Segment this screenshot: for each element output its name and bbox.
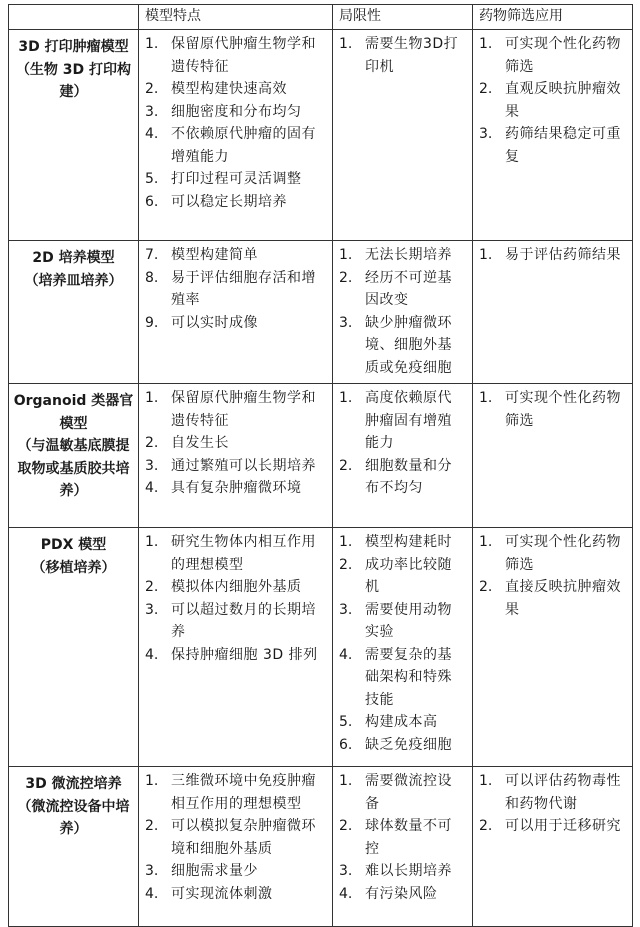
item-number: 2. [145,818,159,834]
model-name-cell [9,30,139,241]
list-item [479,123,626,168]
item-text: 保留原代肿瘤生物学和遗传特征 [171,390,316,429]
item-number: 1. [145,390,159,406]
item-text: 模型构建简单 [171,247,258,263]
item-number: 1. [339,534,353,550]
model-name: 2D 培养模型 [32,250,115,266]
item-number: 3. [479,126,493,142]
item-text: 可以超过数月的长期培养 [171,601,316,640]
item-text: 易于评估药筛结果 [505,247,621,263]
header-features: 模型特点 [139,5,333,30]
list-item [479,78,626,123]
limits-cell [333,384,473,528]
model-name: 3D 打印肿瘤模型 [18,39,129,55]
list-item [339,455,466,500]
list-item [145,33,326,78]
item-number: 2. [339,457,353,474]
limits-cell [333,767,473,927]
item-number: 1. [479,390,493,406]
list-item [145,101,326,124]
limits-cell [333,241,473,384]
item-number: 3. [145,103,159,120]
list-item [339,644,466,712]
item-number: 2. [479,818,493,834]
item-number: 2. [479,81,493,97]
model-method: （移植培养） [31,559,116,576]
item-number: 1. [479,534,493,550]
item-number: 1. [479,773,493,789]
list-item [145,267,326,312]
features-cell-list [145,767,326,909]
item-text: 构建成本高 [365,714,438,730]
item-number: 2. [479,579,493,595]
item-text: 直观反映抗肿瘤效果 [505,81,621,120]
model-method: （生物 3D 打印构建） [15,61,132,100]
apps-cell-list [479,767,626,842]
item-text: 难以长期培养 [365,863,452,879]
item-text: 成功率比较随机 [365,556,452,595]
item-text: 缺少肿瘤微环境、细胞外基质或免疫细胞 [365,314,452,376]
item-text: 细胞需求量少 [171,863,258,879]
list-item [145,576,326,599]
item-number: 3. [145,601,159,618]
item-text: 需要生物3D打印机 [365,36,459,75]
item-text: 不依赖原代肿瘤的固有增殖能力 [171,126,316,165]
apps-cell-list [479,528,626,625]
item-number: 1. [479,247,493,263]
item-number: 3. [145,457,159,474]
list-item [479,576,626,621]
list-item [339,267,466,312]
list-item [145,168,326,191]
item-text: 模拟体内细胞外基质 [171,579,302,595]
item-text: 三维微环境中免疫肿瘤相互作用的理想模型 [171,773,316,812]
list-item [339,860,466,883]
model-method: （微流控设备中培养） [17,798,130,837]
features-cell-list [145,30,326,217]
item-number: 1. [145,36,159,52]
list-item [479,387,626,432]
features-cell-list [145,384,326,504]
limits-cell-list [339,241,466,383]
model-name-cell [9,767,139,927]
item-number: 1. [145,534,159,550]
item-number: 4. [145,126,159,142]
model-name-cell [9,384,139,528]
list-item [145,123,326,168]
item-text: 球体数量不可控 [365,818,452,857]
list-item [339,734,466,757]
item-number: 4. [339,885,353,902]
list-item [339,883,466,906]
list-item [145,599,326,644]
list-item [339,554,466,599]
model-name: PDX 模型 [40,537,107,553]
list-item [479,244,626,267]
header-apps: 药物筛选应用 [473,5,633,30]
item-text: 药筛结果稳定可重复 [505,126,621,165]
model-method: （与温敏基底膜提取物或基质胶共培养） [17,438,130,499]
item-text: 有污染风险 [365,885,438,902]
item-text: 通过繁殖可以长期培养 [171,457,316,474]
item-text: 模型构建耗时 [365,534,452,550]
apps-cell [473,384,633,528]
item-number: 6. [339,736,353,753]
limits-cell-list [339,30,466,82]
item-text: 保持肿瘤细胞 3D 排列 [171,646,318,663]
item-number: 1. [339,773,353,789]
header-row [9,5,633,30]
item-text: 可实现流体刺激 [171,885,273,902]
item-text: 可实现个性化药物筛选 [505,534,621,573]
apps-cell-list [479,384,626,436]
item-text: 缺乏免疫细胞 [365,736,452,753]
item-text: 直接反映抗肿瘤效果 [505,579,621,618]
apps-cell [473,767,633,927]
item-text: 可实现个性化药物筛选 [505,36,621,75]
list-item [339,531,466,554]
header-model [9,5,139,30]
item-number: 1. [479,36,493,52]
item-text: 保留原代肿瘤生物学和遗传特征 [171,36,316,75]
item-number: 1. [145,773,159,789]
table-row [9,30,633,241]
item-number: 1. [339,390,353,406]
item-number: 4. [145,646,159,663]
features-cell [139,384,333,528]
item-text: 自发生长 [171,435,229,451]
list-item [479,815,626,838]
list-item [145,883,326,906]
limits-cell [333,30,473,241]
model-name: 3D 微流控培养 [25,776,122,792]
list-item [145,477,326,500]
table-body [9,30,633,927]
list-item [145,387,326,432]
item-text: 可以稳定长期培养 [171,193,287,210]
item-text: 无法长期培养 [365,247,452,263]
item-number: 4. [339,646,353,663]
item-text: 需要使用动物实验 [365,601,452,640]
item-number: 1. [339,247,353,263]
features-cell-list [145,528,326,670]
item-number: 3. [145,863,159,879]
table-row [9,528,633,767]
model-method: （培养皿培养） [24,272,123,289]
item-text: 打印过程可灵活调整 [171,171,302,187]
item-text: 需要微流控设备 [365,773,452,812]
list-item [339,387,466,455]
apps-cell-list [479,241,626,271]
item-number: 3. [339,314,353,331]
list-item [145,455,326,478]
list-item [339,599,466,644]
item-text: 细胞数量和分布不均匀 [365,457,452,496]
item-text: 高度依赖原代肿瘤固有增殖能力 [365,390,452,451]
features-cell [139,767,333,927]
item-number: 7. [145,247,159,263]
list-item [339,815,466,860]
limits-cell-list [339,384,466,504]
features-cell [139,241,333,384]
features-cell [139,30,333,241]
item-number: 3. [339,863,353,879]
item-text: 具有复杂肿瘤微环境 [171,480,302,496]
item-text: 可以用于迁移研究 [505,818,621,834]
list-item [145,531,326,576]
apps-cell [473,241,633,384]
item-text: 易于评估细胞存活和增殖率 [171,269,316,308]
item-number: 3. [339,601,353,618]
list-item [479,33,626,78]
list-item [479,531,626,576]
model-comparison-table [8,4,633,927]
item-text: 细胞密度和分布均匀 [171,103,302,120]
apps-cell [473,528,633,767]
features-cell [139,528,333,767]
list-item [339,770,466,815]
item-number: 2. [145,81,159,97]
list-item [145,191,326,214]
list-item [339,711,466,734]
limits-cell-list [339,528,466,760]
list-item [145,644,326,667]
list-item [145,770,326,815]
limits-cell-list [339,767,466,909]
item-number: 5. [339,714,353,730]
table-row [9,767,633,927]
item-number: 5. [145,171,159,187]
list-item [339,33,466,78]
model-name-cell [9,528,139,767]
item-number: 1. [339,36,353,52]
item-number: 2. [145,579,159,595]
list-item [145,312,326,335]
list-item [145,860,326,883]
list-item [145,815,326,860]
model-name: Organoid 类器官模型 [13,393,134,432]
item-text: 可实现个性化药物筛选 [505,390,621,429]
item-text: 可以评估药物毒性和药物代谢 [505,773,621,812]
item-number: 4. [145,480,159,496]
apps-cell [473,30,633,241]
model-name-cell [9,241,139,384]
apps-cell-list [479,30,626,172]
list-item [339,312,466,380]
item-number: 2. [339,818,353,834]
item-number: 4. [145,885,159,902]
list-item [145,432,326,455]
limits-cell [333,528,473,767]
item-number: 8. [145,269,159,286]
item-number: 2. [339,556,353,573]
list-item [145,78,326,101]
item-text: 经历不可逆基因改变 [365,269,452,308]
item-text: 需要复杂的基础架构和特殊技能 [365,646,452,708]
features-cell-list [145,241,326,338]
table-row [9,384,633,528]
item-text: 可以模拟复杂肿瘤微环境和细胞外基质 [171,818,316,857]
item-number: 9. [145,314,159,331]
item-number: 6. [145,193,159,210]
item-number: 2. [145,435,159,451]
list-item [145,244,326,267]
item-text: 模型构建快速高效 [171,81,287,97]
list-item [339,244,466,267]
item-text: 可以实时成像 [171,314,258,331]
item-text: 研究生物体内相互作用的理想模型 [171,534,316,573]
header-limits: 局限性 [333,5,473,30]
list-item [479,770,626,815]
item-number: 2. [339,269,353,286]
table-row [9,241,633,384]
